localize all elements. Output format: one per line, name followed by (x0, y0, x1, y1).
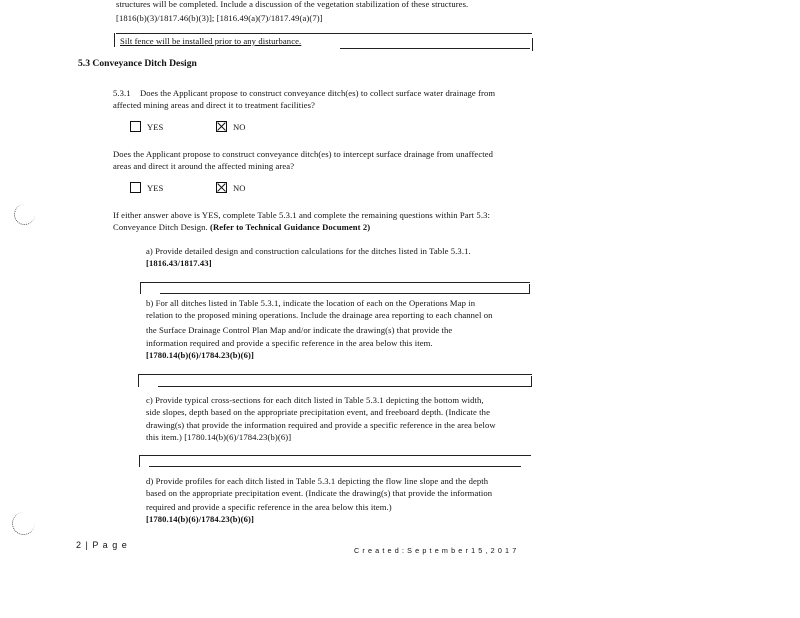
created-date: C r e a t e d : S e p t e m b e r 1 5 , 2 0 1 7 (354, 546, 517, 555)
item-b-text: relation to the proposed mining operations. Include the drainage area reporting to each channel on (146, 310, 493, 320)
item-d-text: based on the appropriate precipitation event. (Indicate the drawing(s) that provide the information (146, 488, 493, 498)
yes-option-q2[interactable] (130, 182, 163, 193)
response-field-left-border (114, 33, 115, 47)
question-text: Does the Applicant propose to construct conveyance ditch(es) to collect surface water drainage from (140, 88, 496, 98)
instruction-text (113, 220, 370, 235)
field-left-border (138, 374, 139, 387)
page-number: 2 | P a g e (76, 540, 128, 550)
guidance-reference: (Refer to Technical Guidance Document 2) (210, 222, 371, 232)
item-b-citation: [1780.14(b)(6)/1784.23(b)(6)] (146, 350, 254, 360)
hole-punch-mark (12, 512, 35, 535)
item-a-text: a) Provide detailed design and construction calculations for the ditches listed in Table 5.3.1. (146, 246, 471, 256)
question-number: 5.3.1 (113, 88, 131, 98)
field-bottom-border (149, 466, 521, 467)
field-top-border (138, 374, 532, 375)
field-left-border (139, 455, 140, 467)
no-label: NO (233, 121, 246, 132)
checkbox-unchecked-icon[interactable] (130, 182, 141, 193)
item-a-citation: [1816.43/1817.43] (146, 258, 212, 268)
item-c-text: c) Provide typical cross-sections for each ditch listed in Table 5.3.1 depicting the bottom width, (146, 395, 484, 405)
item-d-text: d) Provide profiles for each ditch listed in Table 5.3.1 depicting the flow line slope and the depth (146, 476, 489, 486)
response-field-b[interactable] (138, 374, 532, 387)
item-c-text: this item.) [1780.14(b)(6)/1784.23(b)(6)] (146, 432, 292, 442)
no-option-q1[interactable] (216, 121, 245, 132)
checkbox-unchecked-icon[interactable] (130, 121, 141, 132)
field-top-border (140, 282, 530, 283)
item-d-citation: [1780.14(b)(6)/1784.23(b)(6)] (146, 514, 254, 524)
question-text: Does the Applicant propose to construct conveyance ditch(es) to intercept surface drainage from unaffected (113, 149, 494, 159)
field-top-border (139, 455, 531, 456)
silt-fence-response[interactable]: Silt fence will be installed prior to any disturbance. (120, 36, 302, 46)
item-b-text: information required and provide a specific reference in the area below this item. (146, 338, 433, 348)
item-c-text: side slopes, depth based on the appropriate precipitation event, and freeboard depth. (Indicate the (146, 407, 490, 417)
instruction-text-plain: Conveyance Ditch Design. (113, 222, 208, 232)
item-d-text: required and provide a specific reference in the area below this item.) (146, 502, 392, 512)
hole-punch-mark (14, 204, 35, 225)
instruction-text: If either answer above is YES, complete Table 5.3.1 and complete the remaining questions within Part 5.3: (113, 210, 490, 220)
item-c-text: drawing(s) that provide the information required and provide a specific reference in the area below (146, 420, 496, 430)
question-text: areas and direct it around the affected mining area? (113, 161, 295, 171)
checkbox-checked-icon[interactable] (216, 121, 227, 132)
yes-option-q1[interactable] (130, 121, 163, 132)
section-heading: 5.3 Conveyance Ditch Design (78, 58, 197, 69)
question-text: affected mining areas and direct it to treatment facilities? (113, 100, 315, 110)
field-bottom-border (160, 293, 530, 294)
body-text-line: structures will be completed. Include a discussion of the vegetation stabilization of these structures. (116, 0, 469, 9)
item-b-text: the Surface Drainage Control Plan Map and/or indicate the drawing(s) that provide the (146, 325, 453, 335)
response-field-c[interactable] (139, 455, 531, 467)
field-left-border (140, 282, 141, 294)
no-label: NO (233, 182, 246, 193)
response-field-underline (340, 48, 530, 49)
checkbox-checked-icon[interactable] (216, 182, 227, 193)
field-bottom-border (158, 386, 532, 387)
response-field-a[interactable] (140, 282, 530, 294)
yes-label: YES (147, 121, 164, 132)
item-b-text: b) For all ditches listed in Table 5.3.1, indicate the location of each on the Operations Map in (146, 298, 476, 308)
no-option-q2[interactable] (216, 182, 245, 193)
yes-label: YES (147, 182, 164, 193)
citation-text: [1816(b)(3)/1817.46(b)(3)]; [1816.49(a)(7)/1817.49(a)(7)] (116, 13, 323, 23)
response-field-right-border (532, 38, 533, 51)
